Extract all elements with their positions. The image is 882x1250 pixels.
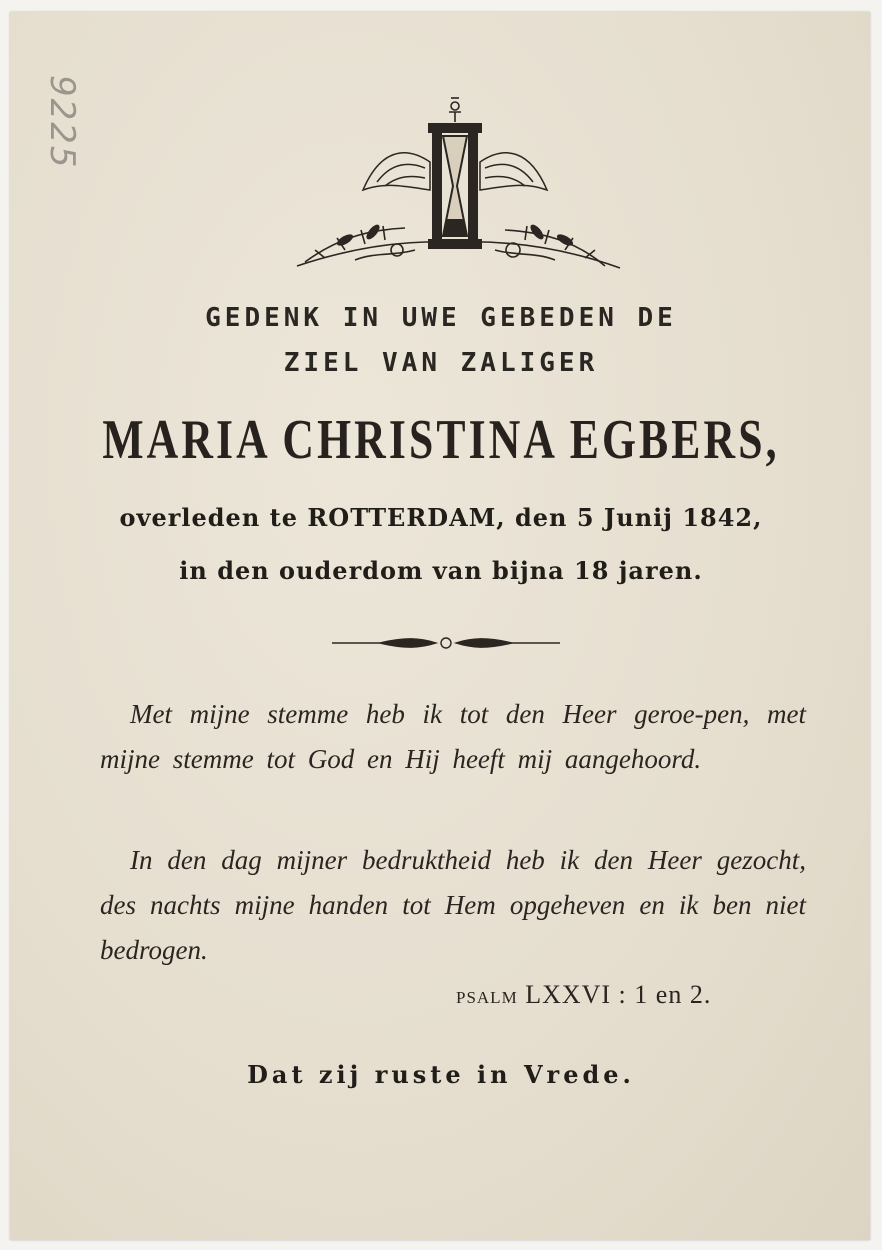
closing-line: Dat zij ruste in Vrede. [247,1060,635,1089]
death-text-2: , den 5 Junij 1842, [496,503,763,532]
heading-line-1: GEDENK IN UWE GEBEDEN DE [205,303,677,333]
inventory-number: 9225 [42,75,82,170]
verse-paragraph-1: Met mijne stemme heb ik tot den Heer geroe-pen, met mijne stemme tot God en Hij heeft mij aangehoord. [100,699,806,774]
psalm-reference [456,980,711,1010]
verse-paragraph-2: In den dag mijner bedruktheid heb ik den Heer gezocht, des nachts mijne handen tot Hem opgeheven en ik ben niet bedrogen. [100,845,806,965]
ornamental-divider [330,633,562,653]
psalm-ref: LXXVI : 1 en 2. [525,980,712,1009]
death-text-1: overleden te [119,503,298,532]
winged-hourglass-emblem [285,90,625,280]
age-line: in den ouderdom van bijna 18 jaren. [179,556,703,585]
heading-line-2: ZIEL VAN ZALIGER [283,348,599,378]
psalm-label: PSALM [456,988,518,1007]
death-place: ROTTERDAM [307,503,497,532]
death-line [0,503,882,532]
deceased-name: MARIA CHRISTINA EGBERS, [102,409,780,471]
